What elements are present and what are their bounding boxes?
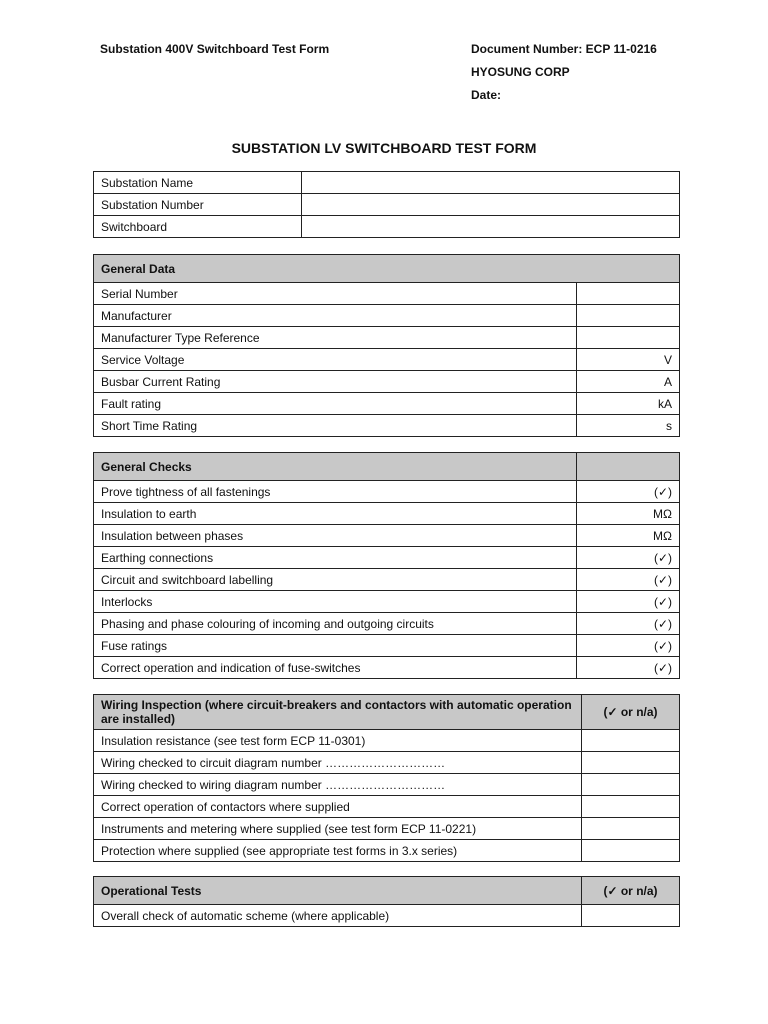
entry-field[interactable] (582, 905, 680, 927)
table-row (94, 349, 680, 371)
entry-field[interactable] (577, 305, 680, 327)
entry-field[interactable]: MΩ (577, 525, 680, 547)
table-row (94, 172, 680, 194)
row-label: Insulation to earth (94, 503, 577, 525)
table-row (94, 393, 680, 415)
row-label: Wiring checked to wiring diagram number ………………………… (94, 774, 582, 796)
row-label: Fault rating (94, 393, 577, 415)
date-label: Date: (471, 88, 502, 102)
general-checks-header (94, 453, 680, 481)
wiring-inspection-table (93, 694, 680, 862)
page-title: SUBSTATION LV SWITCHBOARD TEST FORM (231, 140, 537, 156)
row-label: Correct operation and indication of fuse-switches (94, 657, 577, 679)
entry-field[interactable] (582, 752, 680, 774)
entry-field[interactable]: V (577, 349, 680, 371)
entry-field[interactable] (302, 172, 680, 194)
row-label: Insulation between phases (94, 525, 577, 547)
table-row (94, 591, 680, 613)
table-row (94, 796, 680, 818)
row-label: Switchboard (94, 216, 302, 238)
row-label: Overall check of automatic scheme (where applicable) (94, 905, 582, 927)
section-heading: General Data (94, 255, 680, 283)
entry-field[interactable]: s (577, 415, 680, 437)
row-label: Interlocks (94, 591, 577, 613)
table-row (94, 371, 680, 393)
column-heading: (✓ or n/a) (582, 695, 680, 730)
entry-field[interactable] (302, 216, 680, 238)
row-label: Serial Number (94, 283, 577, 305)
entry-field[interactable]: (✓) (577, 481, 680, 503)
general-data-table (93, 254, 680, 437)
row-label: Prove tightness of all fastenings (94, 481, 577, 503)
row-label: Manufacturer Type Reference (94, 327, 577, 349)
section-heading: Wiring Inspection (where circuit-breakers and contactors with automatic operation are installed) (94, 695, 582, 730)
table-row (94, 840, 680, 862)
table-row (94, 613, 680, 635)
entry-field[interactable]: A (577, 371, 680, 393)
general-data-header (94, 255, 680, 283)
row-label: Fuse ratings (94, 635, 577, 657)
row-label: Circuit and switchboard labelling (94, 569, 577, 591)
entry-field[interactable] (577, 327, 680, 349)
table-row (94, 525, 680, 547)
table-row (94, 730, 680, 752)
row-label: Busbar Current Rating (94, 371, 577, 393)
section-heading: Operational Tests (94, 877, 582, 905)
table-row (94, 305, 680, 327)
entry-field[interactable] (582, 774, 680, 796)
row-label: Service Voltage (94, 349, 577, 371)
table-row (94, 194, 680, 216)
entry-field[interactable]: kA (577, 393, 680, 415)
row-label: Substation Number (94, 194, 302, 216)
table-row (94, 481, 680, 503)
column-heading: (✓ or n/a) (582, 877, 680, 905)
entry-field[interactable] (577, 283, 680, 305)
entry-field[interactable]: (✓) (577, 569, 680, 591)
company-name: HYOSUNG CORP (471, 65, 570, 79)
entry-field[interactable] (582, 796, 680, 818)
table-row (94, 818, 680, 840)
row-label: Earthing connections (94, 547, 577, 569)
table-row (94, 327, 680, 349)
row-label: Wiring checked to circuit diagram number ………………………… (94, 752, 582, 774)
document-number: Document Number: ECP 11-0216 (471, 42, 657, 56)
table-row (94, 569, 680, 591)
entry-field[interactable]: (✓) (577, 635, 680, 657)
wiring-inspection-header (94, 695, 680, 730)
form-name: Substation 400V Switchboard Test Form (100, 42, 330, 56)
section-heading: General Checks (94, 453, 577, 481)
operational-tests-table (93, 876, 680, 927)
table-row (94, 905, 680, 927)
site-table (93, 171, 680, 238)
row-label: Insulation resistance (see test form ECP 11-0301) (94, 730, 582, 752)
entry-field[interactable]: MΩ (577, 503, 680, 525)
table-row (94, 774, 680, 796)
table-row (94, 635, 680, 657)
entry-field[interactable] (582, 840, 680, 862)
row-label: Phasing and phase colouring of incoming and outgoing circuits (94, 613, 577, 635)
table-row (94, 503, 680, 525)
table-row (94, 415, 680, 437)
entry-field[interactable]: (✓) (577, 591, 680, 613)
general-checks-table (93, 452, 680, 679)
column-heading (577, 453, 680, 481)
table-row (94, 283, 680, 305)
row-label: Protection where supplied (see appropriate test forms in 3.x series) (94, 840, 582, 862)
row-label: Short Time Rating (94, 415, 577, 437)
table-row (94, 216, 680, 238)
entry-field[interactable] (582, 730, 680, 752)
entry-field[interactable]: (✓) (577, 657, 680, 679)
row-label: Substation Name (94, 172, 302, 194)
row-label: Correct operation of contactors where supplied (94, 796, 582, 818)
entry-field[interactable]: (✓) (577, 547, 680, 569)
table-row (94, 657, 680, 679)
operational-tests-header (94, 877, 680, 905)
entry-field[interactable] (582, 818, 680, 840)
entry-field[interactable] (302, 194, 680, 216)
row-label: Instruments and metering where supplied (see test form ECP 11-0221) (94, 818, 582, 840)
table-row (94, 547, 680, 569)
entry-field[interactable]: (✓) (577, 613, 680, 635)
table-row (94, 752, 680, 774)
row-label: Manufacturer (94, 305, 577, 327)
